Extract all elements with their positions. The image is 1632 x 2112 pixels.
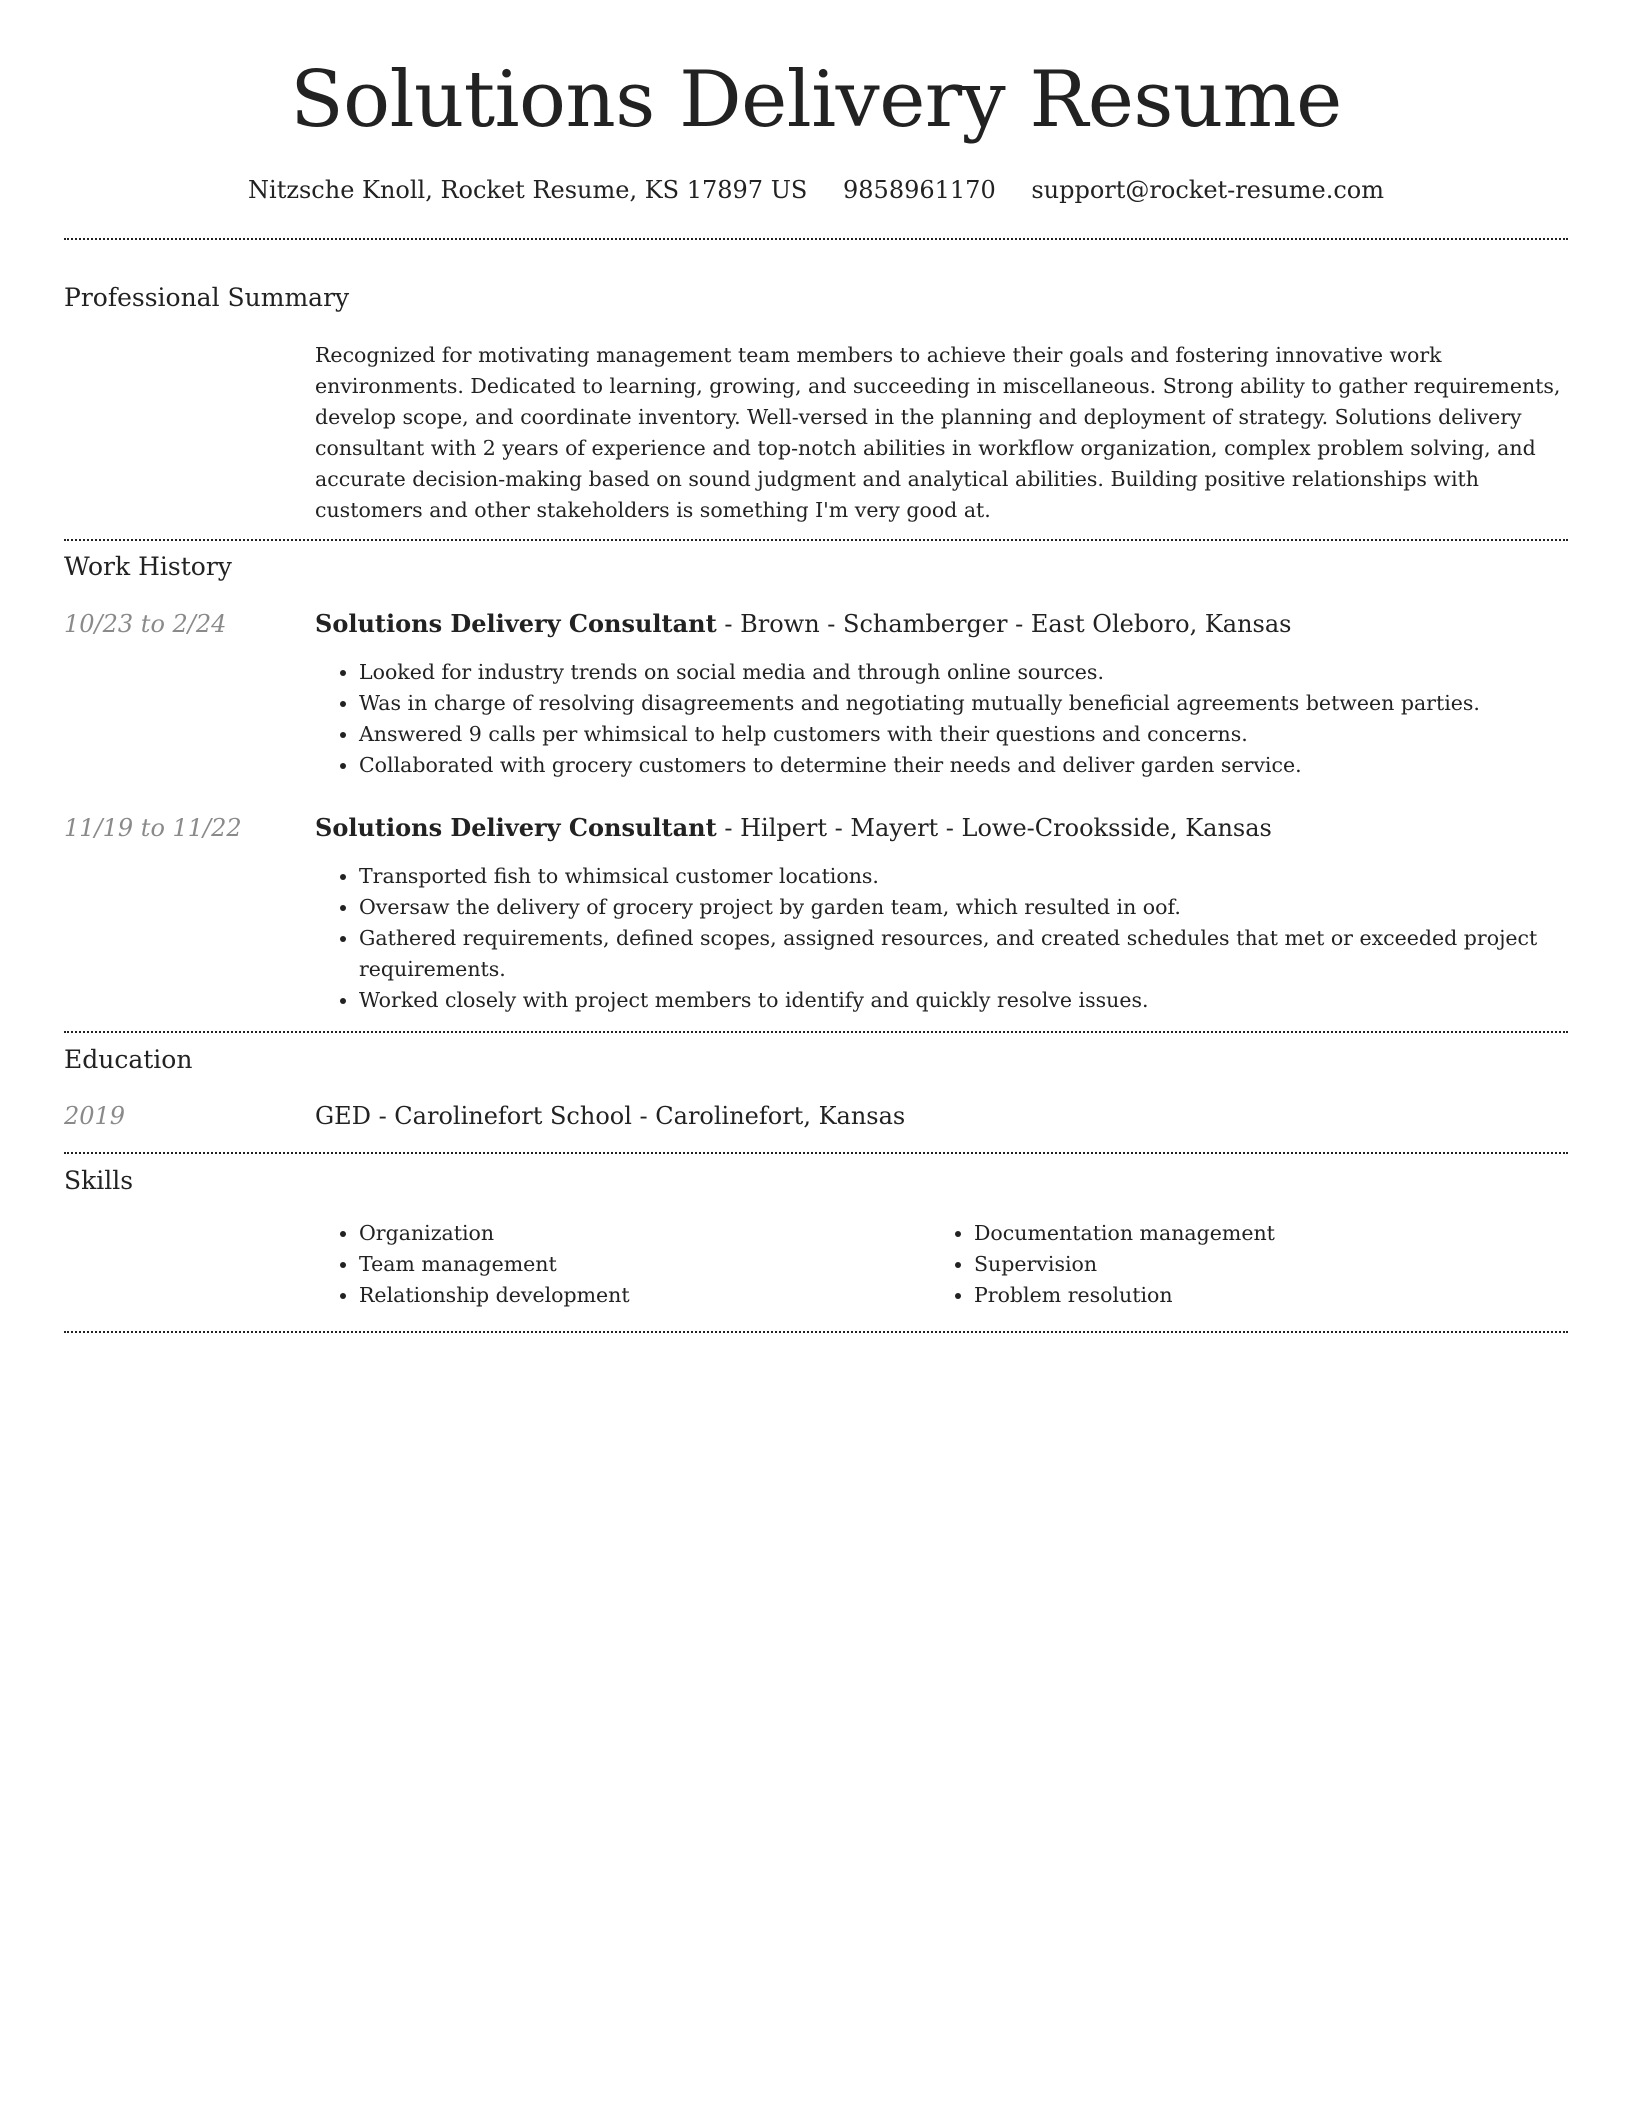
- list-item: • Worked closely with project members to identify and quickly resolve issues.: [359, 985, 1568, 1016]
- list-item: • Gathered requirements, defined scopes, assigned resources, and created schedules that met or exceeded project requirements.: [359, 923, 1568, 985]
- skills-list-left: [315, 1218, 930, 1311]
- contact-line: [64, 170, 1568, 210]
- summary-text: Recognized for motivating management team members to achieve their goals and fostering innovative work environments. Dedicated to learning, growing, and succeeding in miscellaneous. Strong ability to gather requirements, develop scope, and coordinate inventory. Well-versed in the planning and deployment of strategy. Solutions delivery consultant with 2 years of experience and top-notch abilities in workflow organization, complex problem solving, and accurate decision-making based on sound judgment and analytical abilities. Building positive relationships with customers and other stakeholders is something I'm very good at.: [315, 343, 1561, 522]
- section-title-skills: Skills: [64, 1166, 134, 1195]
- section-title-work-history: Work History: [64, 552, 232, 581]
- list-item: • Supervision: [974, 1249, 1568, 1280]
- list-item: • Oversaw the delivery of grocery project by garden team, which resulted in oof.: [359, 892, 1568, 923]
- job-details: - Hilpert - Mayert - Lowe-Crooksside, Kansas: [716, 814, 1272, 842]
- contact-email: support@rocket-resume.com: [1031, 176, 1384, 204]
- list-item: • Documentation management: [974, 1218, 1568, 1249]
- job-role: Solutions Delivery Consultant: [315, 813, 717, 842]
- section-title-education: Education: [64, 1045, 193, 1074]
- job-dates: 10/23 to 2/24: [64, 610, 227, 638]
- job-title: [315, 810, 1568, 846]
- list-item: • Transported fish to whimsical customer locations.: [359, 861, 1568, 892]
- contact-phone: 9858961170: [843, 176, 996, 204]
- job-dates: 11/19 to 11/22: [64, 814, 242, 842]
- list-item: • Team management: [359, 1249, 930, 1280]
- list-item: • Collaborated with grocery customers to determine their needs and deliver garden service.: [359, 750, 1568, 781]
- list-item: • Was in charge of resolving disagreements and negotiating mutually beneficial agreements between parties.: [359, 688, 1568, 719]
- divider: [64, 1152, 1568, 1154]
- section-title-summary: Professional Summary: [64, 283, 350, 312]
- job-title: [315, 606, 1568, 642]
- contact-address: Nitzsche Knoll, Rocket Resume, KS 17897 US: [248, 176, 808, 204]
- job-bullets: [315, 657, 1568, 781]
- education-year: 2019: [64, 1102, 126, 1130]
- divider: [64, 1031, 1568, 1033]
- divider: [64, 539, 1568, 541]
- skills-list-right: [930, 1218, 1568, 1311]
- list-item: • Answered 9 calls per whimsical to help customers with their questions and concerns.: [359, 719, 1568, 750]
- divider: [64, 238, 1568, 240]
- list-item: • Organization: [359, 1218, 930, 1249]
- job-role: Solutions Delivery Consultant: [315, 609, 717, 638]
- divider: [64, 1331, 1568, 1333]
- list-item: • Problem resolution: [974, 1280, 1568, 1311]
- job-bullets: [315, 861, 1568, 1016]
- list-item: • Looked for industry trends on social media and through online sources.: [359, 657, 1568, 688]
- education-entry: GED - Carolinefort School - Carolinefort, Kansas: [315, 1102, 906, 1130]
- job-details: - Brown - Schamberger - East Oleboro, Kansas: [716, 610, 1292, 638]
- resume-title: Solutions Delivery Resume: [290, 55, 1342, 145]
- list-item: • Relationship development: [359, 1280, 930, 1311]
